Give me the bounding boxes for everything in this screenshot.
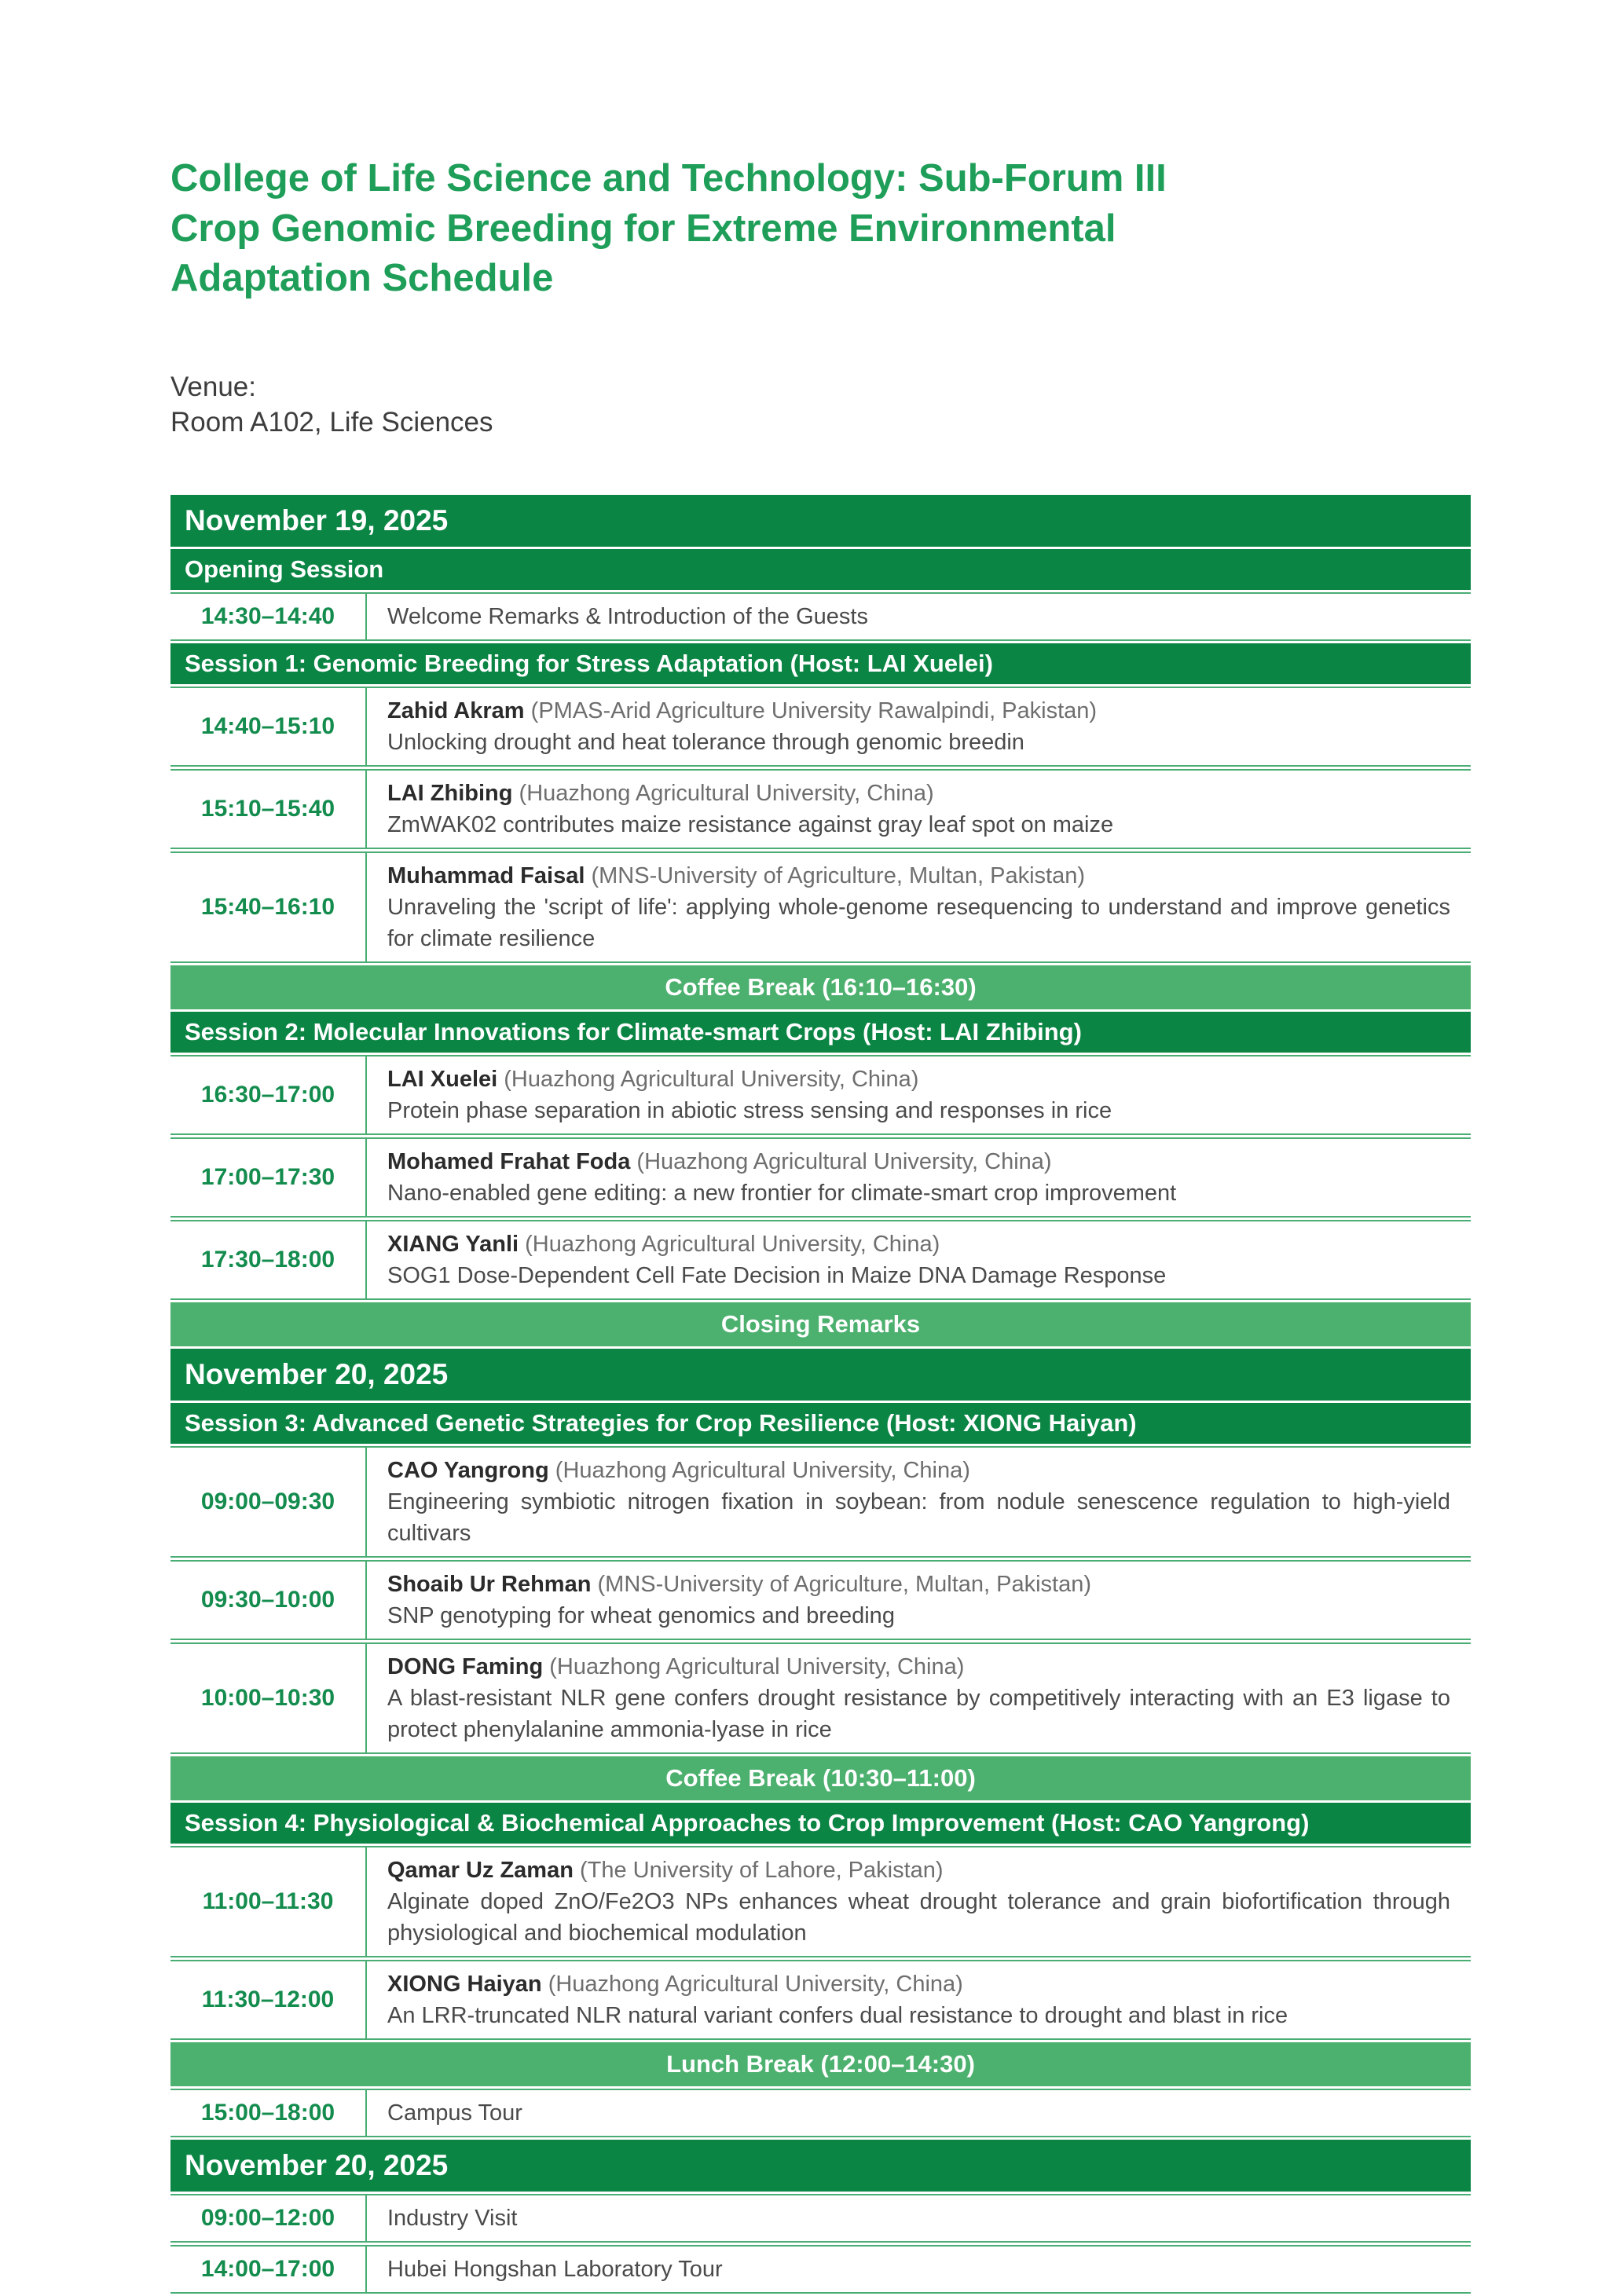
time-cell: 16:30–17:00 [170,1055,367,1135]
section-cell: Session 3: Advanced Genetic Strategies for Crop Resilience (Host: XIONG Haiyan) [170,1403,1471,1444]
speaker-line [387,1064,1450,1095]
schedule-row [170,1137,1471,1218]
schedule-row [170,2245,1471,2294]
schedule-row [170,1960,1471,2040]
schedule-table [170,493,1471,2296]
event-description: Welcome Remarks & Introduction of the Guests [387,603,868,629]
speaker-affiliation: (Huazhong Agricultural University, China) [549,1653,965,1679]
speaker-line [387,1455,1450,1486]
speaker-affiliation: (MNS-University of Agriculture, Multan, Pakistan) [597,1571,1092,1597]
break-row [170,2042,1471,2086]
talk-title: Alginate doped ZnO/Fe2O3 NPs enhances wheat drought tolerance and grain biofortification through physiological and biochemical modulation [387,1889,1450,1946]
speaker-name: Qamar Uz Zaman [387,1858,574,1883]
speaker-affiliation: (Huazhong Agricultural University, China) [555,1457,970,1483]
time-cell: 14:30–14:40 [170,592,367,641]
session-header-row [170,549,1471,590]
speaker-line [387,778,1450,809]
speaker-affiliation: (Huazhong Agricultural University, China) [636,1148,1052,1174]
schedule-row [170,2194,1471,2243]
talk-title: SNP genotyping for wheat genomics and breeding [387,1602,895,1628]
talk-title: An LRR-truncated NLR natural variant confers dual resistance to drought and blast in rice [387,2003,1288,2029]
speaker-affiliation: (The University of Lahore, Pakistan) [579,1858,944,1883]
speaker-line [387,1229,1450,1260]
time-cell: 10:00–10:30 [170,1642,367,1754]
time-cell: 14:40–15:10 [170,687,367,767]
speaker-name: CAO Yangrong [387,1457,549,1483]
time-cell: 09:30–10:00 [170,1560,367,1640]
page-title-line-1: College of Life Science and Technology: Sub-Forum III [170,157,1167,200]
break-cell: Lunch Break (12:00–14:30) [170,2042,1471,2086]
date-cell: November 20, 2025 [170,2140,1471,2192]
session-header-row [170,1803,1471,1844]
description-cell [367,1560,1471,1640]
section-cell: Opening Session [170,549,1471,590]
description-cell [367,2245,1471,2294]
talk-title: SOG1 Dose-Dependent Cell Fate Decision in Maize DNA Damage Response [387,1262,1167,1288]
speaker-line [387,860,1450,892]
description-cell [367,1220,1471,1300]
venue-block [170,370,1471,441]
talk-title: Engineering symbiotic nitrogen fixation in soybean: from nodule senescence regulation to high-yield cultivars [387,1489,1450,1546]
time-cell: 17:30–18:00 [170,1220,367,1300]
speaker-name: Shoaib Ur Rehman [387,1571,592,1597]
schedule-row [170,1642,1471,1754]
schedule-row [170,1446,1471,1558]
talk-title: Protein phase separation in abiotic stress sensing and responses in rice [387,1097,1112,1123]
schedule-row [170,1846,1471,1957]
description-cell [367,1137,1471,1218]
time-cell: 09:00–09:30 [170,1446,367,1558]
description-cell [367,1642,1471,1754]
talk-title: Unraveling the 'script of life': applying whole-genome resequencing to understand and improve genetics for climate resilience [387,894,1450,951]
schedule-row [170,592,1471,641]
time-cell: 15:10–15:40 [170,769,367,849]
date-header-row [170,1349,1471,1401]
description-cell [367,1960,1471,2040]
venue-label: Venue: [170,372,256,403]
speaker-name: Muhammad Faisal [387,862,585,888]
page-title-line-2: Crop Genomic Breeding for Extreme Environmental [170,207,1116,250]
talk-title: Nano-enabled gene editing: a new frontier for climate-smart crop improvement [387,1180,1177,1206]
time-cell: 17:00–17:30 [170,1137,367,1218]
speaker-line [387,695,1450,727]
description-cell [367,2089,1471,2137]
time-cell: 15:40–16:10 [170,851,367,963]
schedule-row [170,851,1471,963]
section-cell: Session 1: Genomic Breeding for Stress Adaptation (Host: LAI Xuelei) [170,643,1471,684]
speaker-name: Mohamed Frahat Foda [387,1148,631,1174]
speaker-line [387,1968,1450,2000]
schedule-row [170,1560,1471,1640]
break-row [170,1756,1471,1800]
description-cell [367,769,1471,849]
description-cell [367,1055,1471,1135]
session-header-row [170,643,1471,684]
schedule-row [170,2089,1471,2137]
talk-title: A blast-resistant NLR gene confers drought resistance by competitively interacting with an E3 ligase to protect phenylalanine ammonia-lyase in rice [387,1685,1450,1742]
schedule-row [170,1055,1471,1135]
schedule-row [170,769,1471,849]
speaker-name: Zahid Akram [387,698,525,723]
schedule-row [170,687,1471,767]
venue-value: Room A102, Life Sciences [170,406,493,438]
break-cell: Closing Remarks [170,1302,1471,1346]
page-title [170,154,1471,304]
page-title-line-3: Adaptation Schedule [170,257,554,300]
date-cell: November 20, 2025 [170,1349,1471,1401]
date-header-row [170,495,1471,547]
session-header-row [170,1012,1471,1053]
speaker-affiliation: (Huazhong Agricultural University, China) [548,1972,963,1998]
schedule-row [170,1220,1471,1300]
speaker-line [387,1146,1450,1177]
break-cell: Coffee Break (16:10–16:30) [170,965,1471,1009]
time-cell: 15:00–18:00 [170,2089,367,2137]
speaker-line [387,1569,1450,1600]
time-cell: 11:00–11:30 [170,1846,367,1957]
description-cell [367,1846,1471,1957]
break-cell: Coffee Break (10:30–11:00) [170,1756,1471,1800]
speaker-line [387,1651,1450,1683]
section-cell: Session 4: Physiological & Biochemical Approaches to Crop Improvement (Host: CAO Yangrong) [170,1803,1471,1844]
speaker-name: DONG Faming [387,1653,544,1679]
speaker-name: LAI Xuelei [387,1066,498,1092]
session-header-row [170,1403,1471,1444]
speaker-affiliation: (Huazhong Agricultural University, China) [519,780,934,806]
section-cell: Session 2: Molecular Innovations for Climate-smart Crops (Host: LAI Zhibing) [170,1012,1471,1053]
time-cell: 14:00–17:00 [170,2245,367,2294]
description-cell [367,851,1471,963]
description-cell [367,687,1471,767]
speaker-affiliation: (MNS-University of Agriculture, Multan, Pakistan) [591,862,1085,888]
speaker-name: XIANG Yanli [387,1231,519,1257]
event-description: Campus Tour [387,2100,522,2126]
description-cell [367,2194,1471,2243]
speaker-line [387,1855,1450,1886]
break-row [170,965,1471,1009]
speaker-name: XIONG Haiyan [387,1972,542,1998]
talk-title: ZmWAK02 contributes maize resistance against gray leaf spot on maize [387,811,1114,837]
time-cell: 11:30–12:00 [170,1960,367,2040]
event-description: Hubei Hongshan Laboratory Tour [387,2257,723,2283]
time-cell: 09:00–12:00 [170,2194,367,2243]
talk-title: Unlocking drought and heat tolerance through genomic breedin [387,729,1024,755]
speaker-affiliation: (Huazhong Agricultural University, China) [504,1066,919,1092]
speaker-affiliation: (PMAS-Arid Agriculture University Rawalpindi, Pakistan) [530,698,1098,723]
speaker-affiliation: (Huazhong Agricultural University, China) [525,1231,940,1257]
description-cell [367,1446,1471,1558]
description-cell [367,592,1471,641]
date-cell: November 19, 2025 [170,495,1471,547]
date-header-row [170,2140,1471,2192]
event-description: Industry Visit [387,2206,518,2232]
break-row [170,1302,1471,1346]
schedule-body [170,495,1471,2294]
speaker-name: LAI Zhibing [387,780,513,806]
